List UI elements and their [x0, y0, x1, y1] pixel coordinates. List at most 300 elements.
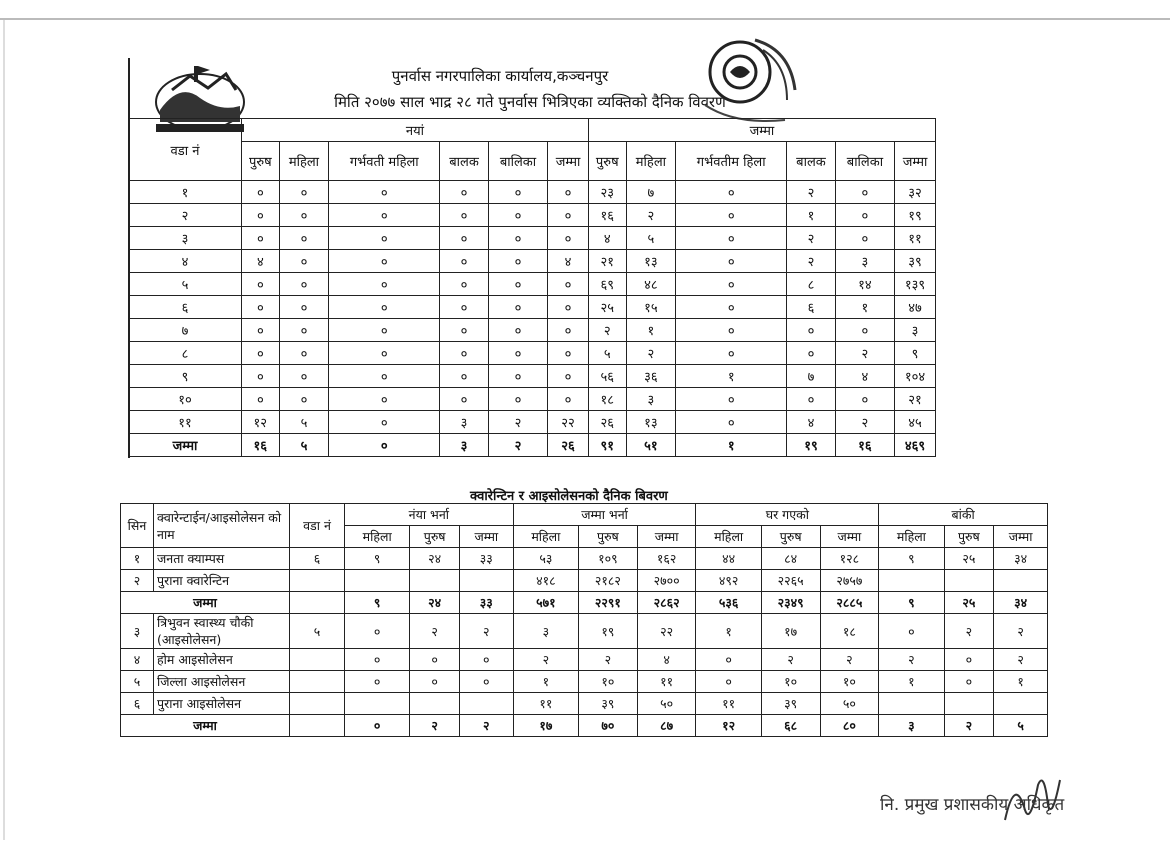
total-row	[129, 434, 936, 457]
table-cell: १०४	[895, 365, 936, 388]
column-header: जम्मा	[820, 526, 879, 548]
table-cell: १	[676, 365, 787, 388]
table-cell: १	[513, 671, 578, 693]
column-header: पुरुष	[242, 142, 280, 181]
table-cell: ०	[242, 365, 280, 388]
table-cell: २	[626, 342, 676, 365]
table-cell: ०	[676, 319, 787, 342]
total-cell: २	[459, 715, 513, 737]
table-cell: ३	[129, 227, 242, 250]
table-cell: ०	[548, 296, 589, 319]
column-header: महिला	[279, 142, 329, 181]
arrivals-table	[128, 118, 936, 457]
table-cell	[879, 570, 944, 592]
table-cell: ४	[242, 250, 280, 273]
column-header: जम्मा	[459, 526, 513, 548]
table-cell: १०	[761, 671, 820, 693]
table-cell	[459, 570, 513, 592]
table-cell: ०	[329, 296, 440, 319]
table-cell: १३९	[895, 273, 936, 296]
table-cell: ०	[329, 250, 440, 273]
total-cell: १६	[835, 434, 894, 457]
table-cell: २	[787, 181, 836, 204]
total-cell: २	[410, 715, 460, 737]
table-cell: ०	[440, 388, 489, 411]
name-cell: त्रिभुवन स्वास्थ्य चौकी (आइसोलेसन)	[154, 614, 290, 649]
table-cell: ०	[329, 342, 440, 365]
table-cell: ०	[242, 296, 280, 319]
table-cell: १२८	[820, 548, 879, 570]
total-label: जम्मा	[121, 592, 290, 614]
table-cell: २२६५	[761, 570, 820, 592]
table-cell	[994, 570, 1048, 592]
table-cell: ३३	[459, 548, 513, 570]
table-cell: २	[626, 204, 676, 227]
table-cell: १	[994, 671, 1048, 693]
table-cell: २	[787, 250, 836, 273]
table-cell: ०	[835, 227, 894, 250]
total-cell: ०	[345, 715, 410, 737]
table-row	[129, 342, 936, 365]
total-cell: ४६९	[895, 434, 936, 457]
column-header: पुरुष	[579, 526, 638, 548]
table-cell: १	[129, 181, 242, 204]
table-cell: २१८२	[579, 570, 638, 592]
table-cell: ०	[329, 388, 440, 411]
table-cell: ०	[440, 204, 489, 227]
table-cell: २२	[548, 411, 589, 434]
table-cell: ०	[242, 273, 280, 296]
table-cell: ०	[279, 342, 329, 365]
table-cell: ०	[279, 273, 329, 296]
table-cell: ४	[787, 411, 836, 434]
column-header: बालिका	[835, 142, 894, 181]
ward-cell	[290, 693, 345, 715]
table-cell: ०	[329, 273, 440, 296]
column-header: महिला	[513, 526, 578, 548]
table-cell: ०	[548, 319, 589, 342]
table-cell: १९	[895, 204, 936, 227]
section-caption: क्वारेन्टिन र आइसोलेसनको दैनिक बिवरण	[470, 489, 668, 504]
table-cell	[345, 693, 410, 715]
total-cell: ९	[879, 592, 944, 614]
table-cell: ३	[513, 614, 578, 649]
table-cell: ०	[696, 649, 761, 671]
table-cell: ०	[944, 671, 994, 693]
table-cell: ०	[676, 388, 787, 411]
table-cell: ०	[548, 365, 589, 388]
sn-cell: ६	[121, 693, 154, 715]
total-cell: ३४	[994, 592, 1048, 614]
table-cell: १	[879, 671, 944, 693]
sn-cell: ५	[121, 671, 154, 693]
total-cell: २२९१	[579, 592, 638, 614]
table-cell: ३	[895, 319, 936, 342]
table-cell: ०	[787, 388, 836, 411]
table-row	[129, 365, 936, 388]
table-cell: ९	[895, 342, 936, 365]
table-cell: ४९२	[696, 570, 761, 592]
table-cell	[944, 693, 994, 715]
table-cell: २	[410, 614, 460, 649]
table-cell: ८	[787, 273, 836, 296]
total-cell: ८०	[820, 715, 879, 737]
table-cell: ०	[548, 388, 589, 411]
table-cell: ७	[626, 181, 676, 204]
table-cell: ६	[787, 296, 836, 319]
table-cell: ०	[345, 614, 410, 649]
table-cell: ०	[329, 204, 440, 227]
sn-cell: १	[121, 548, 154, 570]
column-header: पुरुष	[588, 142, 626, 181]
scan-left-edge	[3, 20, 5, 840]
table-cell: ३	[440, 411, 489, 434]
name-header: क्वारेन्टाईन/आइसोलेसन को नाम	[154, 504, 290, 548]
table-cell: ०	[329, 411, 440, 434]
table-cell: २१	[588, 250, 626, 273]
table-row	[121, 693, 1048, 715]
column-header: गर्भवती महिला	[329, 142, 440, 181]
table-cell: ०	[835, 181, 894, 204]
table-cell: ०	[279, 296, 329, 319]
column-header: पुरुष	[944, 526, 994, 548]
table-row	[129, 411, 936, 434]
table-cell: ११	[129, 411, 242, 434]
table-cell: २७००	[637, 570, 696, 592]
table-cell: ०	[440, 319, 489, 342]
table-cell: ०	[459, 671, 513, 693]
table-cell: ३	[626, 388, 676, 411]
ward-cell	[290, 649, 345, 671]
table-cell: ४	[835, 365, 894, 388]
table-row	[121, 671, 1048, 693]
table-cell: ०	[676, 342, 787, 365]
table-cell: ०	[242, 204, 280, 227]
table-cell: ४१८	[513, 570, 578, 592]
table-cell: ५	[279, 411, 329, 434]
total-cell: ५७१	[513, 592, 578, 614]
table-row	[129, 181, 936, 204]
ward-cell	[290, 671, 345, 693]
table-cell: ०	[279, 365, 329, 388]
table-cell	[994, 693, 1048, 715]
column-header: महिला	[879, 526, 944, 548]
table-cell: ०	[242, 181, 280, 204]
table-row	[121, 614, 1048, 649]
table-cell: १	[696, 614, 761, 649]
total-cell: २	[944, 715, 994, 737]
table-cell: २५	[588, 296, 626, 319]
table-cell: ०	[329, 227, 440, 250]
table-cell: १३	[626, 411, 676, 434]
total-cell: ०	[329, 434, 440, 457]
table-cell: ०	[488, 296, 547, 319]
table-cell: २	[459, 614, 513, 649]
total-cell: २४	[410, 592, 460, 614]
table-cell: ०	[696, 671, 761, 693]
total-cell: १६	[242, 434, 280, 457]
table-cell: १०९	[579, 548, 638, 570]
scan-top-edge	[0, 18, 1170, 20]
table-cell: ०	[440, 273, 489, 296]
table-row	[129, 204, 936, 227]
table-cell: १०	[129, 388, 242, 411]
table-row	[129, 388, 936, 411]
new-group-header: नयां	[242, 119, 589, 142]
table-row	[121, 649, 1048, 671]
total-cell: १९	[787, 434, 836, 457]
table-cell: २४	[410, 548, 460, 570]
table-cell: ०	[440, 250, 489, 273]
table-cell: १	[626, 319, 676, 342]
table-cell: ०	[488, 365, 547, 388]
column-header: पुरुष	[410, 526, 460, 548]
table-cell	[879, 693, 944, 715]
table-cell: ९	[345, 548, 410, 570]
total-cell: ५	[279, 434, 329, 457]
total-cell: ९	[345, 592, 410, 614]
total-cell: २६	[548, 434, 589, 457]
table-row	[129, 296, 936, 319]
total-cell: ५	[994, 715, 1048, 737]
name-cell: होम आइसोलेसन	[154, 649, 290, 671]
table-cell: ०	[488, 227, 547, 250]
table-cell	[345, 570, 410, 592]
table-cell: १६२	[637, 548, 696, 570]
total-cell: १२	[696, 715, 761, 737]
table-cell: २२	[637, 614, 696, 649]
total-cell: जम्मा	[129, 434, 242, 457]
column-header: जम्मा	[548, 142, 589, 181]
table-cell: ०	[548, 273, 589, 296]
total-cell: ३	[440, 434, 489, 457]
table-cell: १४	[835, 273, 894, 296]
table-cell: २	[835, 411, 894, 434]
table-cell: १०	[579, 671, 638, 693]
table-cell: ८	[129, 342, 242, 365]
table-cell: ०	[410, 671, 460, 693]
name-cell: पुराना क्वारेन्टिन	[154, 570, 290, 592]
total-cell: ६८	[761, 715, 820, 737]
table-cell: ०	[787, 319, 836, 342]
total-cell: १७	[513, 715, 578, 737]
new-admission-header: नंया भर्ना	[345, 504, 514, 526]
returned-home-header: घर गएको	[696, 504, 879, 526]
table-cell: ०	[835, 388, 894, 411]
table-cell	[410, 570, 460, 592]
total-admission-header: जम्मा भर्ना	[513, 504, 696, 526]
total-cell: ३	[879, 715, 944, 737]
table-cell: ०	[488, 204, 547, 227]
office-heading: पुनर्वास नगरपालिका कार्यालय,कञ्चनपुर	[391, 67, 609, 85]
table-cell: ०	[440, 227, 489, 250]
table-cell: ०	[835, 204, 894, 227]
total-label: जम्मा	[121, 715, 290, 737]
total-cell: २८६२	[637, 592, 696, 614]
table-cell: ५	[626, 227, 676, 250]
table-cell: २	[513, 649, 578, 671]
table-cell: १०	[820, 671, 879, 693]
table-cell: ०	[345, 649, 410, 671]
table-cell: ३९	[895, 250, 936, 273]
table-cell	[459, 693, 513, 715]
remaining-header: बांकी	[879, 504, 1048, 526]
table-cell: ७	[129, 319, 242, 342]
total-group-header: जम्मा	[588, 119, 935, 142]
table-cell: ०	[676, 273, 787, 296]
table-cell: ४५	[895, 411, 936, 434]
sn-header: सिन	[121, 504, 154, 548]
table-cell: ०	[440, 342, 489, 365]
column-header: बालक	[787, 142, 836, 181]
column-header-row	[129, 142, 936, 181]
table-cell: ०	[835, 319, 894, 342]
table-cell: १२	[242, 411, 280, 434]
total-row	[121, 592, 1048, 614]
ward-header: वडा नं	[129, 119, 242, 181]
table-row	[129, 227, 936, 250]
table-cell: ०	[488, 342, 547, 365]
table-cell	[944, 570, 994, 592]
table-cell: ११	[637, 671, 696, 693]
table-cell: ०	[676, 181, 787, 204]
table-cell: ०	[440, 181, 489, 204]
table-cell: २	[787, 227, 836, 250]
name-cell: जनता क्याम्पस	[154, 548, 290, 570]
table-cell: ०	[279, 319, 329, 342]
table-cell: ०	[488, 181, 547, 204]
total-cell: ९१	[588, 434, 626, 457]
table-cell: ४७	[895, 296, 936, 319]
ward-header: वडा नं	[290, 504, 345, 548]
table-cell: ३	[835, 250, 894, 273]
table-cell: २	[761, 649, 820, 671]
sn-cell: ३	[121, 614, 154, 649]
table-cell: ०	[676, 250, 787, 273]
table-cell: १९	[579, 614, 638, 649]
table-cell: १७	[761, 614, 820, 649]
table-cell: ४	[548, 250, 589, 273]
table-cell: ०	[242, 388, 280, 411]
table-cell: १५	[626, 296, 676, 319]
table-cell: १८	[820, 614, 879, 649]
ward-cell: ५	[290, 614, 345, 649]
ward-cell	[290, 715, 345, 737]
table-cell: ०	[440, 296, 489, 319]
table-cell: ०	[279, 227, 329, 250]
table-cell: ४	[588, 227, 626, 250]
table-cell: २	[820, 649, 879, 671]
table-cell: ०	[548, 342, 589, 365]
table-cell: ४	[129, 250, 242, 273]
table-cell: ०	[440, 365, 489, 388]
table-cell: ०	[944, 649, 994, 671]
column-header: गर्भवतीम हिला	[676, 142, 787, 181]
table-cell: ७	[787, 365, 836, 388]
table-cell: ०	[676, 227, 787, 250]
table-cell: १८	[588, 388, 626, 411]
column-header: महिला	[345, 526, 410, 548]
table-cell: ०	[879, 614, 944, 649]
ward-cell	[290, 592, 345, 614]
table-cell: २५	[944, 548, 994, 570]
office-stamp-icon	[695, 30, 810, 130]
column-header: जम्मा	[895, 142, 936, 181]
table-cell: २१	[895, 388, 936, 411]
table-cell: ०	[488, 273, 547, 296]
table-cell: ०	[242, 342, 280, 365]
table-cell: १३	[626, 250, 676, 273]
table-cell: १६	[588, 204, 626, 227]
table-cell: ०	[459, 649, 513, 671]
table-cell: ३४	[994, 548, 1048, 570]
table-cell: ०	[488, 319, 547, 342]
report-title: मिति २०७७ साल भाद्र २८ गते पुनर्वास भित्रिएका व्यक्तिको दैनिक विवरण	[334, 93, 726, 111]
table-cell: ०	[548, 204, 589, 227]
table-cell: ०	[410, 649, 460, 671]
table-cell: ५	[129, 273, 242, 296]
column-header: जम्मा	[994, 526, 1048, 548]
total-cell: ३३	[459, 592, 513, 614]
column-header: बालक	[440, 142, 489, 181]
table-cell: ११	[513, 693, 578, 715]
table-cell: ३६	[626, 365, 676, 388]
table-cell: २७५७	[820, 570, 879, 592]
table-cell: ०	[329, 365, 440, 388]
total-cell: २	[488, 434, 547, 457]
table-cell: ०	[488, 388, 547, 411]
table-cell: २	[488, 411, 547, 434]
table-cell: २६	[588, 411, 626, 434]
table-cell: ५३	[513, 548, 578, 570]
table-cell: ०	[676, 296, 787, 319]
table-cell: ०	[676, 204, 787, 227]
table-cell: ३२	[895, 181, 936, 204]
table-cell: २	[944, 614, 994, 649]
table-cell: ०	[279, 250, 329, 273]
table-cell: १	[787, 204, 836, 227]
table-cell: ५६	[588, 365, 626, 388]
table-cell: ५	[588, 342, 626, 365]
table-cell: ०	[279, 181, 329, 204]
table-cell: ०	[329, 319, 440, 342]
table-cell: २	[588, 319, 626, 342]
table-cell: २	[879, 649, 944, 671]
table-row	[121, 570, 1048, 592]
table-cell: ०	[488, 250, 547, 273]
table-row	[129, 273, 936, 296]
table-row	[121, 548, 1048, 570]
table-cell: ३९	[761, 693, 820, 715]
sn-cell: ४	[121, 649, 154, 671]
name-cell: पुराना आइसोलेसन	[154, 693, 290, 715]
table-cell: १	[835, 296, 894, 319]
signature-scribble-icon	[1000, 765, 1070, 835]
table-cell: ५०	[637, 693, 696, 715]
name-cell: जिल्ला आइसोलेसन	[154, 671, 290, 693]
sn-cell: २	[121, 570, 154, 592]
table-cell: ५०	[820, 693, 879, 715]
total-row	[121, 715, 1048, 737]
table-row	[129, 250, 936, 273]
signature-label: नि. प्रमुख प्रशासकीय अधिकृत	[880, 795, 1065, 815]
table-cell: ०	[548, 227, 589, 250]
table-cell: ०	[279, 204, 329, 227]
total-cell: ५३६	[696, 592, 761, 614]
total-cell: ७०	[579, 715, 638, 737]
total-cell: १	[676, 434, 787, 457]
table-cell: ३९	[579, 693, 638, 715]
